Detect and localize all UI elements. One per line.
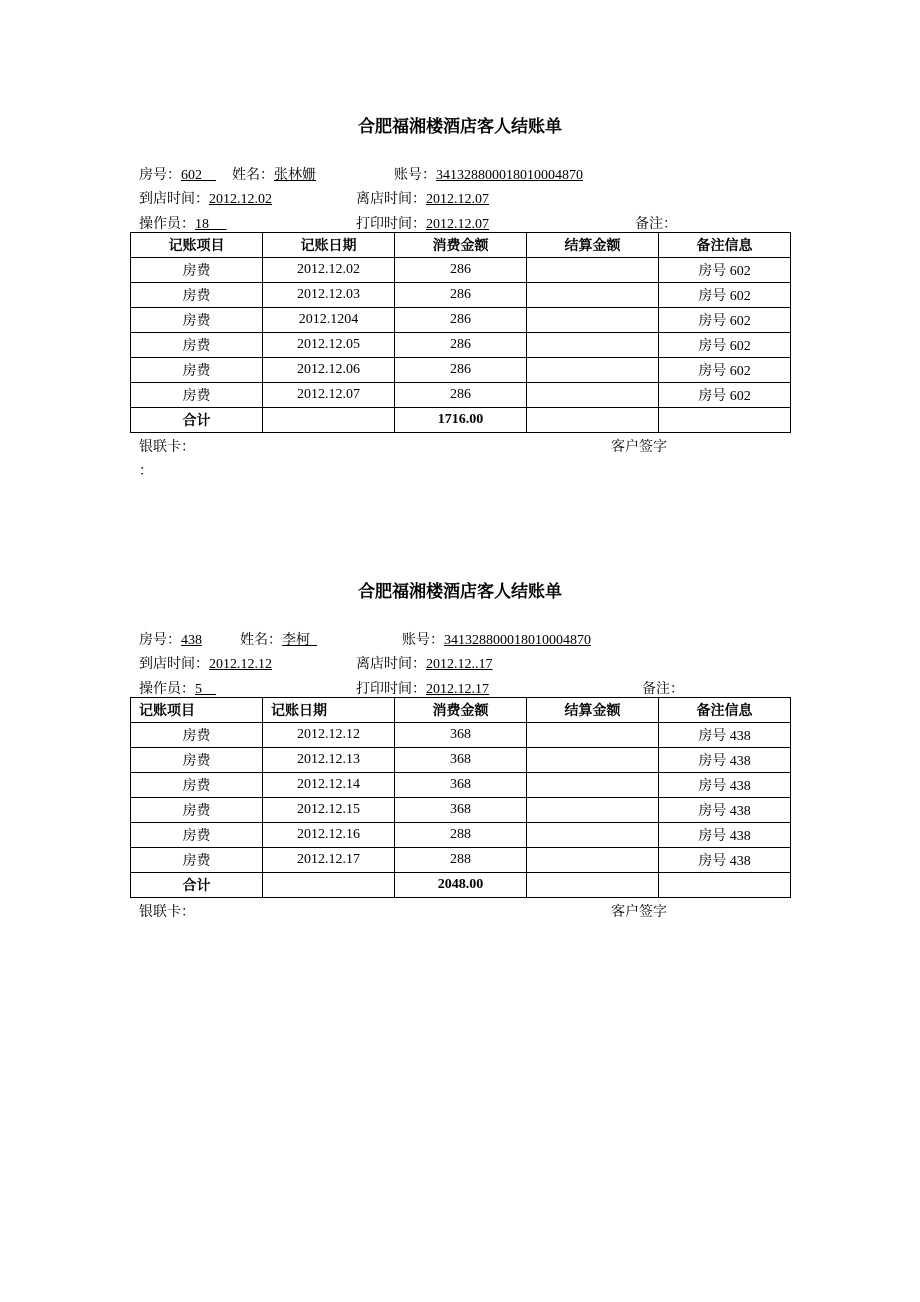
cell-date: 2012.12.15 bbox=[263, 798, 395, 823]
total-empty-note bbox=[659, 408, 791, 433]
cell-item: 房费 bbox=[131, 258, 263, 283]
cell-date: 2012.12.17 bbox=[263, 848, 395, 873]
cell-amount: 286 bbox=[395, 308, 527, 333]
cell-note: 房号 602 bbox=[659, 383, 791, 408]
table-row bbox=[131, 848, 791, 873]
cell-settled bbox=[527, 723, 659, 748]
table-header-row bbox=[131, 698, 791, 723]
operator-label: 操作员： bbox=[139, 682, 195, 697]
account-field bbox=[402, 629, 591, 649]
bill-title: 合肥福湘楼酒店客人结账单 bbox=[358, 582, 562, 601]
account-label: 账号： bbox=[394, 168, 436, 183]
ledger-table bbox=[130, 697, 791, 898]
cell-settled bbox=[527, 798, 659, 823]
col-header-note: 备注信息 bbox=[659, 698, 791, 723]
col-header-item: 记账项目 bbox=[131, 698, 263, 723]
signature-label: 客户签字 bbox=[611, 905, 667, 920]
cell-note: 房号 602 bbox=[659, 358, 791, 383]
bill-title: 合肥福湘楼酒店客人结账单 bbox=[358, 117, 562, 136]
table-row bbox=[131, 358, 791, 383]
operator-value: 18 bbox=[195, 217, 209, 232]
arrive-label: 到店时间： bbox=[139, 657, 209, 672]
remark-label: 备注： bbox=[642, 682, 684, 697]
name-field bbox=[232, 164, 316, 184]
cell-note: 房号 602 bbox=[659, 258, 791, 283]
cell-date: 2012.12.06 bbox=[263, 358, 395, 383]
cell-item: 房费 bbox=[131, 823, 263, 848]
cell-item: 房费 bbox=[131, 358, 263, 383]
room-field bbox=[139, 164, 216, 184]
cell-item: 房费 bbox=[131, 333, 263, 358]
name-label: 姓名： bbox=[240, 633, 282, 648]
account-value: 34132880001801000487​0 bbox=[436, 168, 583, 183]
cell-settled bbox=[527, 383, 659, 408]
cell-note: 房号 438 bbox=[659, 848, 791, 873]
cell-settled bbox=[527, 283, 659, 308]
cell-amount: 368 bbox=[395, 773, 527, 798]
leave-value: 2012.12.07 bbox=[426, 192, 489, 207]
table-row bbox=[131, 383, 791, 408]
col-header-amount: 消费金额 bbox=[395, 233, 527, 258]
room-field bbox=[139, 629, 202, 649]
print-label: 打印时间： bbox=[356, 217, 426, 232]
col-header-settled: 结算金额 bbox=[527, 698, 659, 723]
signature-label: 客户签字 bbox=[611, 440, 667, 455]
cell-amount: 368 bbox=[395, 748, 527, 773]
table-row bbox=[131, 773, 791, 798]
arrive-value: 2012.12.02 bbox=[209, 192, 272, 207]
name-value: 李柯 bbox=[282, 633, 310, 648]
table-row bbox=[131, 258, 791, 283]
arrive-field bbox=[139, 653, 272, 673]
cell-item: 房费 bbox=[131, 308, 263, 333]
cell-note: 房号 438 bbox=[659, 823, 791, 848]
cell-note: 房号 438 bbox=[659, 748, 791, 773]
ledger-table bbox=[130, 232, 791, 433]
leave-label: 离店时间： bbox=[356, 192, 426, 207]
print-value: 2012.12.07 bbox=[426, 217, 489, 232]
table-row bbox=[131, 723, 791, 748]
cell-date: 2012.12.02 bbox=[263, 258, 395, 283]
cell-amount: 286 bbox=[395, 258, 527, 283]
cell-settled bbox=[527, 848, 659, 873]
arrive-value: 2012.12.12 bbox=[209, 657, 272, 672]
arrive-label: 到店时间： bbox=[139, 192, 209, 207]
leave-field bbox=[356, 653, 493, 673]
cell-amount: 368 bbox=[395, 798, 527, 823]
leave-label: 离店时间： bbox=[356, 657, 426, 672]
table-row bbox=[131, 308, 791, 333]
total-empty-settled bbox=[527, 873, 659, 898]
cell-date: 2012.12.07 bbox=[263, 383, 395, 408]
cell-amount: 368 bbox=[395, 723, 527, 748]
operator-value: 5 bbox=[195, 682, 202, 697]
total-empty-settled bbox=[527, 408, 659, 433]
name-value: 张林姗 bbox=[274, 168, 316, 183]
cell-item: 房费 bbox=[131, 723, 263, 748]
cell-settled bbox=[527, 258, 659, 283]
remark-label: 备注： bbox=[635, 217, 677, 232]
print-field bbox=[356, 678, 489, 698]
print-value: 2012.12.17 bbox=[426, 682, 489, 697]
room-label: 房号： bbox=[139, 633, 181, 648]
cell-amount: 286 bbox=[395, 358, 527, 383]
total-label: 合计 bbox=[131, 408, 263, 433]
cell-note: 房号 438 bbox=[659, 723, 791, 748]
cell-settled bbox=[527, 823, 659, 848]
account-value: 341328800018010004870 bbox=[444, 633, 591, 648]
card-label: 银联卡： bbox=[139, 440, 195, 455]
total-row bbox=[131, 873, 791, 898]
col-header-settled: 结算金额 bbox=[527, 233, 659, 258]
cell-amount: 286 bbox=[395, 283, 527, 308]
cell-date: 2012.12.03 bbox=[263, 283, 395, 308]
cell-settled bbox=[527, 773, 659, 798]
card-label: 银联卡： bbox=[139, 905, 195, 920]
total-empty-note bbox=[659, 873, 791, 898]
cell-note: 房号 438 bbox=[659, 773, 791, 798]
table-header-row bbox=[131, 233, 791, 258]
cell-note: 房号 602 bbox=[659, 308, 791, 333]
cell-date: 2012.1204 bbox=[263, 308, 395, 333]
name-label: 姓名： bbox=[232, 168, 274, 183]
leave-value: 2012.12..17 bbox=[426, 657, 493, 672]
room-label: 房号： bbox=[139, 168, 181, 183]
cell-amount: 286 bbox=[395, 333, 527, 358]
operator-label: 操作员： bbox=[139, 217, 195, 232]
total-empty-date bbox=[263, 873, 395, 898]
account-field bbox=[394, 164, 583, 184]
cell-item: 房费 bbox=[131, 283, 263, 308]
table-row bbox=[131, 798, 791, 823]
table-row bbox=[131, 823, 791, 848]
arrive-field bbox=[139, 188, 272, 208]
total-empty-date bbox=[263, 408, 395, 433]
cell-date: 2012.12.13 bbox=[263, 748, 395, 773]
cell-amount: 288 bbox=[395, 823, 527, 848]
cell-amount: 288 bbox=[395, 848, 527, 873]
cell-item: 房费 bbox=[131, 383, 263, 408]
account-label: 账号： bbox=[402, 633, 444, 648]
col-header-amount: 消费金额 bbox=[395, 698, 527, 723]
total-amount: 2048.00 bbox=[395, 873, 527, 898]
name-field bbox=[240, 629, 317, 649]
total-label: 合计 bbox=[131, 873, 263, 898]
cell-item: 房费 bbox=[131, 748, 263, 773]
cell-note: 房号 438 bbox=[659, 798, 791, 823]
operator-field bbox=[139, 678, 216, 698]
operator-field bbox=[139, 213, 227, 233]
col-header-note: 备注信息 bbox=[659, 233, 791, 258]
table-row bbox=[131, 283, 791, 308]
print-field bbox=[356, 213, 489, 233]
col-header-date: 记账日期 bbox=[263, 698, 395, 723]
col-header-item: 记账项目 bbox=[131, 233, 263, 258]
trailing-mark: ： bbox=[139, 464, 153, 479]
cell-settled bbox=[527, 748, 659, 773]
table-row bbox=[131, 333, 791, 358]
cell-amount: 286 bbox=[395, 383, 527, 408]
cell-note: 房号 602 bbox=[659, 333, 791, 358]
cell-date: 2012.12.05 bbox=[263, 333, 395, 358]
cell-date: 2012.12.12 bbox=[263, 723, 395, 748]
cell-date: 2012.12.14 bbox=[263, 773, 395, 798]
total-row bbox=[131, 408, 791, 433]
cell-item: 房费 bbox=[131, 848, 263, 873]
room-value: 438 bbox=[181, 633, 202, 648]
cell-item: 房费 bbox=[131, 773, 263, 798]
room-value: 602 bbox=[181, 168, 202, 183]
cell-item: 房费 bbox=[131, 798, 263, 823]
table-row bbox=[131, 748, 791, 773]
print-label: 打印时间： bbox=[356, 682, 426, 697]
cell-settled bbox=[527, 308, 659, 333]
cell-settled bbox=[527, 333, 659, 358]
col-header-date: 记账日期 bbox=[263, 233, 395, 258]
leave-field bbox=[356, 188, 489, 208]
cell-settled bbox=[527, 358, 659, 383]
cell-date: 2012.12.16 bbox=[263, 823, 395, 848]
cell-note: 房号 602 bbox=[659, 283, 791, 308]
total-amount: 1716.00 bbox=[395, 408, 527, 433]
